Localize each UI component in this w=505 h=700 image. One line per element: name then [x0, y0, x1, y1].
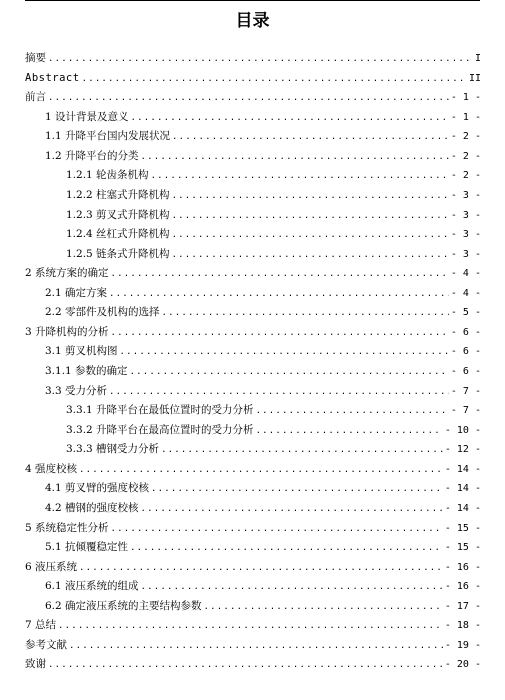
dot-leader [82, 70, 467, 90]
dot-leader [172, 226, 449, 246]
toc-entry-label: 3.3 受力分析 [45, 384, 108, 397]
toc-entry-label: 4.1 剪叉臂的强度校核 [45, 482, 150, 495]
toc-entry-label: Abstract [25, 71, 80, 84]
toc-entry-page-number: - 4 - [450, 268, 481, 280]
dot-leader [172, 187, 449, 207]
toc-entry-page-number: - 3 - [450, 248, 481, 260]
toc-entry[interactable] [25, 479, 481, 499]
toc-entry[interactable] [25, 636, 481, 656]
toc-entry-label: 1.2.4 丝杠式升降机构 [66, 228, 170, 241]
toc-entry[interactable] [25, 69, 481, 89]
dot-leader [130, 363, 449, 383]
dot-leader [111, 265, 449, 285]
toc-entry[interactable] [25, 577, 481, 597]
top-rule [25, 0, 480, 1]
toc-entry-page-number: - 2 - [450, 131, 481, 143]
toc-entry-label: 4 强度校核 [25, 462, 78, 475]
toc-entry-label: 前言 [25, 91, 46, 104]
toc-entry[interactable] [25, 49, 481, 69]
toc-entry-label: 1.2.3 剪叉式升降机构 [66, 208, 170, 221]
dot-leader [79, 461, 443, 481]
toc-entry-label: 致谢 [25, 658, 46, 671]
toc-entry-page-number: - 15 - [444, 522, 481, 534]
dot-leader [48, 89, 449, 109]
toc-entry-label: 1.2.1 轮齿条机构 [66, 169, 149, 182]
toc-entry-label: 2 系统方案的确定 [25, 267, 109, 280]
toc-entry-label: 1.1 升降平台国内发展状况 [45, 130, 171, 143]
dot-leader [151, 167, 449, 187]
toc-entry[interactable] [25, 88, 481, 108]
toc-entry-page-number: - 2 - [450, 150, 481, 162]
dot-leader [130, 539, 443, 559]
dot-leader [109, 285, 449, 305]
toc-entry-page-number: I [474, 53, 481, 64]
toc-entry-label: 3.3.3 槽钢受力分析 [66, 443, 160, 456]
toc-entry[interactable] [25, 519, 481, 539]
dot-leader [256, 402, 449, 422]
toc-entry[interactable] [25, 264, 481, 284]
dot-leader [48, 656, 443, 676]
toc-entry[interactable] [25, 616, 481, 636]
toc-entry-label: 5.1 抗倾覆稳定性 [45, 541, 129, 554]
toc-entry-page-number: - 14 - [444, 463, 481, 475]
toc-entry[interactable] [25, 558, 481, 578]
dot-leader [141, 578, 443, 598]
toc-entry-label: 1 设计背景及意义 [45, 110, 129, 123]
toc-entry-page-number: - 10 - [444, 424, 481, 436]
toc-entry[interactable] [25, 303, 481, 323]
toc-entry-page-number: - 6 - [450, 326, 481, 338]
toc-entry-label: 2.1 确定方案 [45, 286, 108, 299]
toc-entry-label: 6 液压系统 [25, 560, 78, 573]
toc-entry-page-number: - 15 - [444, 542, 481, 554]
toc-entry-page-number: - 20 - [444, 659, 481, 671]
toc-entry-page-number: - 2 - [450, 170, 481, 182]
toc-entry[interactable] [25, 401, 481, 421]
toc-entry-page-number: - 7 - [450, 385, 481, 397]
dot-leader [131, 109, 449, 129]
toc-entry[interactable] [25, 323, 481, 343]
toc-entry-page-number: - 6 - [450, 346, 481, 358]
toc-entry[interactable] [25, 127, 481, 147]
toc-entry-label: 3 升降机构的分析 [25, 325, 109, 338]
dot-leader [256, 422, 443, 442]
toc-entry-page-number: - 14 - [444, 502, 481, 514]
dot-leader [79, 559, 443, 579]
toc-entry[interactable] [25, 440, 481, 460]
toc-entry-page-number: - 7 - [450, 405, 481, 417]
toc-entry[interactable] [25, 382, 481, 402]
toc-entry-label: 3.3.1 升降平台在最低位置时的受力分析 [66, 404, 254, 417]
dot-leader [172, 207, 449, 227]
toc-entry-page-number: - 16 - [444, 561, 481, 573]
dot-leader [58, 617, 443, 637]
toc-entry-label: 3.1 剪叉机构图 [45, 345, 118, 358]
dot-leader [204, 598, 443, 618]
dot-leader [141, 500, 443, 520]
dot-leader [111, 324, 449, 344]
toc-entry-page-number: - 17 - [444, 600, 481, 612]
toc-entry-page-number: - 5 - [450, 307, 481, 319]
dot-leader [141, 148, 449, 168]
toc-entry[interactable] [25, 538, 481, 558]
toc-entry-page-number: - 1 - [450, 92, 481, 104]
page-title: 目录 [235, 11, 270, 31]
toc-entry[interactable] [25, 460, 481, 480]
toc-entry[interactable] [25, 655, 481, 675]
toc-entry-page-number: - 3 - [450, 189, 481, 201]
toc-entry[interactable] [25, 362, 481, 382]
toc-entry-page-number: - 6 - [450, 366, 481, 377]
toc-entry-page-number: - 16 - [444, 581, 481, 593]
toc-entry-label: 5 系统稳定性分析 [25, 521, 109, 534]
toc-entry-label: 1.2 升降平台的分类 [45, 149, 139, 162]
toc-entry-label: 3.1.1 参数的确定 [45, 365, 128, 377]
toc-entry-page-number: - 4 - [450, 287, 481, 299]
toc-entry[interactable] [25, 245, 481, 265]
toc-entry-label: 2.2 零部件及机构的选择 [45, 306, 160, 319]
toc-entry[interactable] [25, 186, 481, 206]
dot-leader [109, 383, 449, 403]
toc-entry-label: 1.2.2 柱塞式升降机构 [66, 188, 170, 201]
toc-entry-page-number: - 12 - [444, 444, 481, 456]
toc-entry[interactable] [25, 342, 481, 362]
toc-entry[interactable] [25, 499, 481, 519]
toc-entry[interactable] [25, 166, 481, 186]
dot-leader [120, 343, 449, 363]
toc-entry-page-number: - 3 - [450, 209, 481, 221]
toc-entry-page-number: - 14 - [444, 483, 481, 495]
toc-entry-page-number: II [468, 72, 481, 84]
dot-leader [161, 441, 443, 461]
toc-entry[interactable] [25, 597, 481, 617]
toc-entry-label: 3.3.2 升降平台在最高位置时的受力分析 [66, 423, 254, 436]
toc-entry-label: 4.2 槽钢的强度校核 [45, 501, 139, 514]
dot-leader [111, 520, 443, 540]
dot-leader [151, 480, 443, 500]
dot-leader [69, 637, 443, 657]
toc-entry-page-number: - 1 - [450, 111, 481, 123]
toc-entry-label: 1.2.5 链条式升降机构 [66, 247, 170, 260]
toc-entry[interactable] [25, 284, 481, 304]
dot-leader [172, 128, 449, 148]
dot-leader [162, 304, 449, 324]
toc-entry[interactable] [25, 225, 481, 245]
toc-entry-page-number: - 19 - [444, 639, 481, 651]
table-of-contents [25, 49, 481, 675]
toc-entry[interactable] [25, 206, 481, 226]
dot-leader [48, 50, 473, 70]
toc-entry[interactable] [25, 108, 481, 128]
toc-entry-label: 7 总结 [25, 619, 57, 632]
toc-entry[interactable] [25, 147, 481, 167]
toc-entry-label: 6.2 确定液压系统的主要结构参数 [45, 599, 202, 612]
toc-entry-label: 参考文献 [25, 638, 67, 651]
toc-entry-label: 6.1 液压系统的组成 [45, 580, 139, 593]
toc-entry-label: 摘要 [25, 52, 46, 64]
dot-leader [172, 246, 449, 266]
toc-entry-page-number: - 18 - [444, 620, 481, 632]
toc-entry-page-number: - 3 - [450, 229, 481, 241]
toc-entry[interactable] [25, 421, 481, 441]
